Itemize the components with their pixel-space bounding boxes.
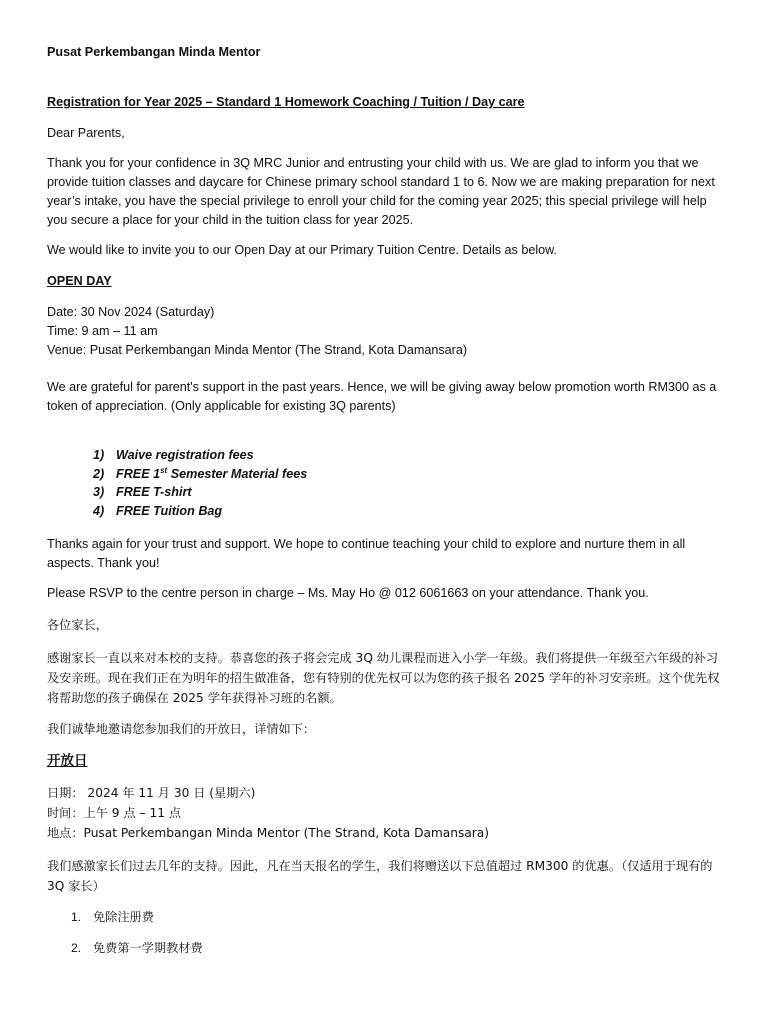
en-promo-item: 4) FREE Tuition Bag xyxy=(93,503,223,518)
letter-title: Registration for Year 2025 – Standard 1 Homework Coaching / Tuition / Day care xyxy=(47,95,525,109)
en-promo-item: 1) Waive registration fees xyxy=(93,448,254,462)
en-promo-list xyxy=(47,446,307,520)
en-intro-paragraph: Thank you for your confidence in 3Q MRC Junior and entrusting your child with us. We are glad to inform you that we provide tuition classes and daycare for Chinese primary school standard 1 to 6. Now we are making preparation for next year’s intake, you have the special privilege to enroll your child for the coming year 2025; this special privilege will help you secure a place for your child in the tuition class for year 2025. xyxy=(47,156,715,227)
zh-venue-line: 地点：Pusat Perkembangan Minda Mentor (The Strand, Kota Damansara) xyxy=(47,826,490,840)
zh-time-line: 时间：上午 9 点 – 11 点 xyxy=(47,806,182,820)
en-salutation: Dear Parents, xyxy=(47,126,125,140)
zh-date-line: 日期： 2024 年 11 月 30 日 (星期六) xyxy=(47,786,256,800)
en-time-line: Time: 9 am – 11 am xyxy=(47,324,158,338)
zh-promo-item: 1. 免除注册费 xyxy=(71,910,154,924)
zh-promo-intro: 我们感激家长们过去几年的支持。因此，凡在当天报名的学生，我们将赠送以下总值超过 RM300 的优惠。（仅适用于现有的 3Q 家长） xyxy=(47,859,713,893)
zh-salutation: 各位家长， xyxy=(47,618,108,632)
en-invite-paragraph: We would like to invite you to our Open Day at our Primary Tuition Centre. Details as below. xyxy=(47,243,558,257)
zh-intro-paragraph: 感谢家长一直以来对本校的支持。恭喜您的孩子将会完成 3Q 幼儿课程而进入小学一年级。我们将提供一年级至六年级的补习及安亲班。现在我们正在为明年的招生做准备，您有特别的优先权可以为您的孩子报名 2025 学年的补习安亲班。这个优先权将帮助您的孩子确保在 2025 学年获得补习班的名额。 xyxy=(47,651,720,705)
en-date-line: Date: 30 Nov 2024 (Saturday) xyxy=(47,305,215,319)
en-open-day-heading: OPEN DAY xyxy=(47,274,112,288)
zh-promo-item: 2. 免费第一学期教材费 xyxy=(71,941,203,955)
en-promo-intro: We are grateful for parent's support in the past years. Hence, we will be giving away below promotion worth RM300 as a token of appreciation. (Only applicable for existing 3Q parents) xyxy=(47,380,717,413)
en-promo-item: 3) FREE T-shirt xyxy=(93,485,192,500)
en-rsvp-paragraph: Please RSVP to the centre person in charge – Ms. May Ho @ 012 6061663 on your attendance. Thank you. xyxy=(47,586,649,600)
en-venue-line: Venue: Pusat Perkembangan Minda Mentor (The Strand, Kota Damansara) xyxy=(47,343,468,357)
en-thanks-paragraph: Thanks again for your trust and support. We hope to continue teaching your child to explore and nurture them in all aspects. Thank you! xyxy=(47,537,686,570)
org-name: Pusat Perkembangan Minda Mentor xyxy=(47,45,261,59)
zh-invite-paragraph: 我们诚挚地邀请您参加我们的开放日，详情如下： xyxy=(47,722,316,736)
en-promo-item: 2) FREE 1st Semester Material fees xyxy=(93,465,308,481)
zh-open-day-heading: 开放日 xyxy=(47,753,88,769)
